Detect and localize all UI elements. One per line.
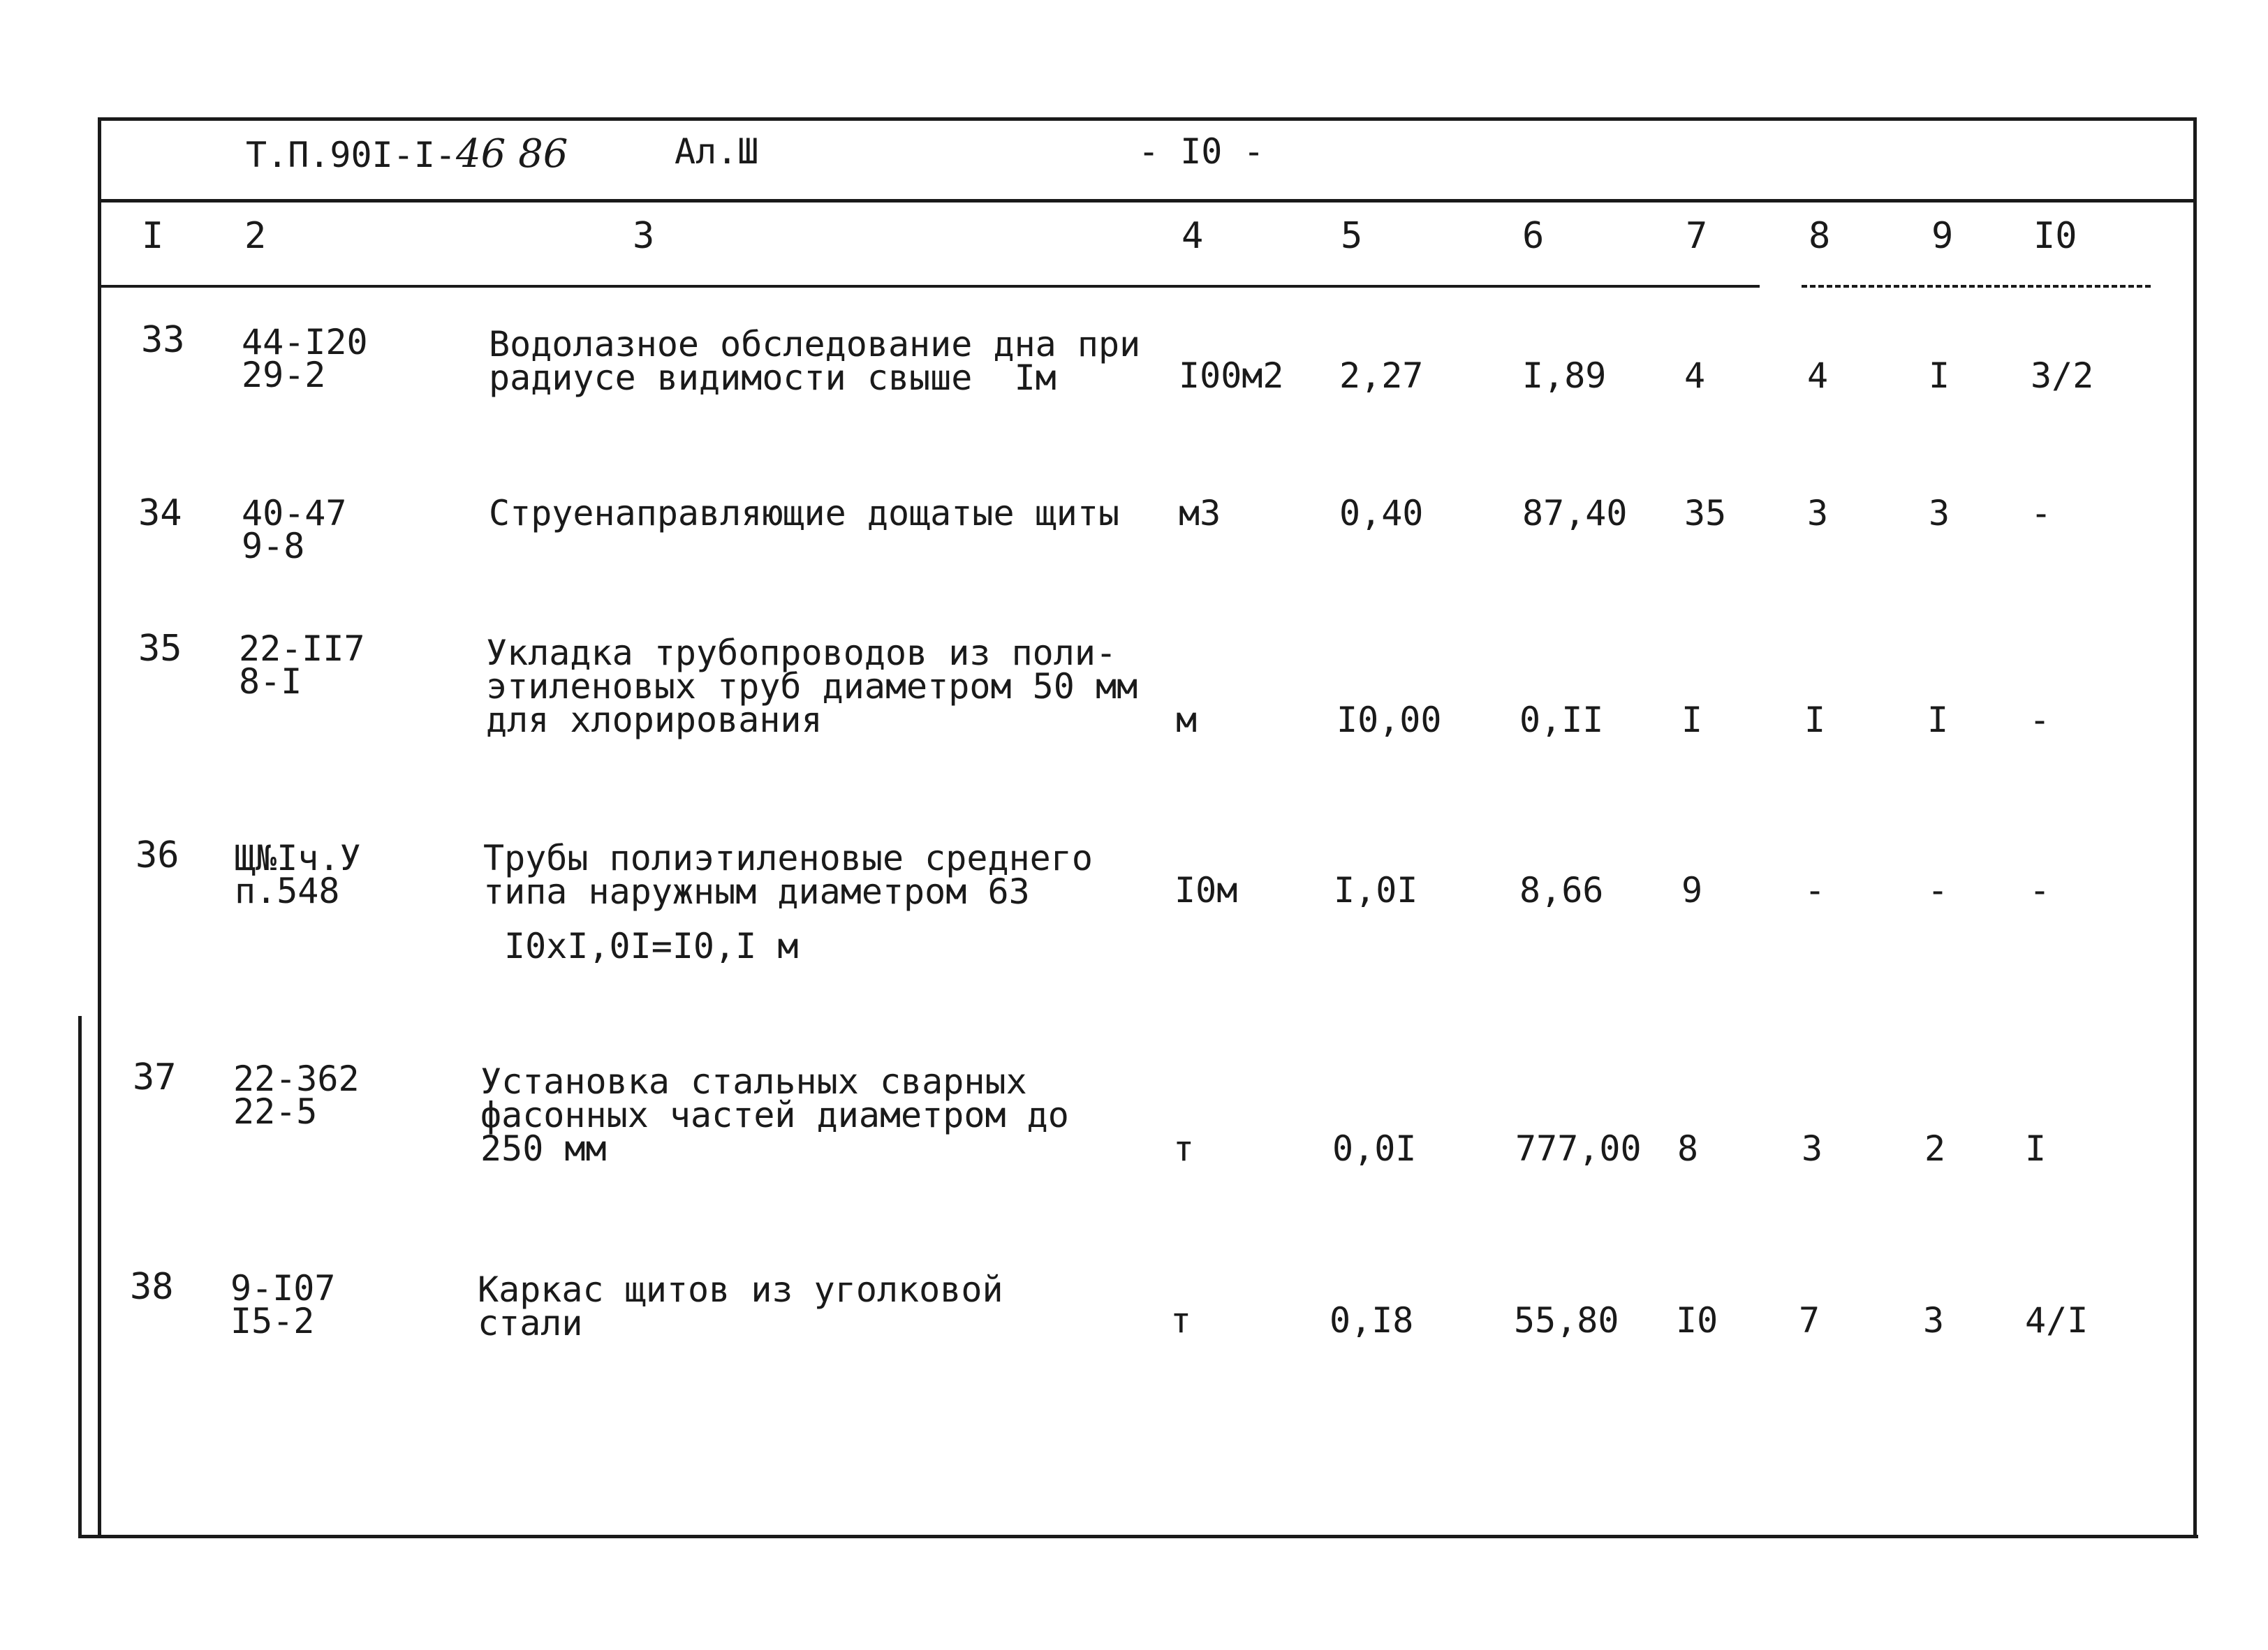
- row-34-col-7: 35: [1684, 493, 1727, 533]
- row-33-col-7: 4: [1684, 355, 1706, 396]
- column-header-divider-tail: [1802, 285, 2151, 288]
- row-35-col-8: I: [1804, 700, 1826, 740]
- row-33-unit: I00м2: [1179, 355, 1284, 396]
- row-34-quantity: 0,40: [1339, 493, 1424, 533]
- row-36-unit: I0м: [1174, 870, 1238, 911]
- row-37-code-1: 22-362: [233, 1059, 360, 1099]
- row-36-code-1: Щ№Iч.У: [235, 838, 361, 878]
- row-34-code-1: 40-47: [242, 493, 347, 533]
- row-33-number: 33: [141, 319, 185, 361]
- album-number: Ал.Ш: [675, 131, 759, 172]
- frame-bottom-edge: [78, 1535, 2198, 1538]
- row-34-unit: м3: [1179, 493, 1221, 533]
- header-divider: [98, 199, 2197, 202]
- document-code-prefix: Т.П.90I-I-: [246, 135, 457, 175]
- row-38-col-7: I0: [1676, 1300, 1718, 1341]
- row-37-price: 777,00: [1515, 1128, 1642, 1169]
- row-36-description-line-1: Трубы полиэтиленовые среднего: [483, 838, 1093, 878]
- row-34-code-2: 9-8: [242, 526, 305, 566]
- column-number-9: 9: [1931, 215, 1954, 257]
- row-33-col-9: I: [1929, 355, 1950, 396]
- row-34-col-9: 3: [1929, 493, 1950, 533]
- column-number-4: 4: [1181, 215, 1204, 257]
- row-36-calculation: I0xI,0I=I0,I м: [504, 926, 799, 966]
- row-33-col-10: 3/2: [2031, 355, 2094, 396]
- row-35-code-2: 8-I: [239, 661, 302, 702]
- column-number-6: 6: [1522, 215, 1545, 257]
- column-number-7: 7: [1686, 215, 1708, 257]
- row-37-code-2: 22-5: [233, 1091, 318, 1132]
- row-35-quantity: I0,00: [1336, 700, 1442, 740]
- row-38-code-1: 9-I07: [230, 1268, 336, 1309]
- column-number-2: 2: [244, 215, 267, 257]
- row-33-quantity: 2,27: [1339, 355, 1424, 396]
- row-35-number: 35: [138, 628, 182, 670]
- row-35-col-10: -: [2029, 700, 2051, 740]
- row-37-description-line-2: фасонных частей диаметром до: [480, 1095, 1069, 1135]
- row-35-col-7: I: [1681, 700, 1703, 740]
- row-36-description-line-2: типа наружным диаметром 63: [483, 871, 1030, 912]
- row-34-number: 34: [138, 492, 182, 534]
- row-35-description-line-3: для хлорирования: [486, 700, 823, 740]
- row-38-col-8: 7: [1799, 1300, 1820, 1341]
- row-38-description-line-2: стали: [478, 1303, 583, 1343]
- row-38-description-line-1: Каркас щитов из уголковой: [478, 1269, 1003, 1310]
- row-37-quantity: 0,0I: [1332, 1128, 1417, 1169]
- row-36-number: 36: [135, 834, 179, 876]
- row-36-quantity: I,0I: [1334, 870, 1418, 911]
- row-34-col-8: 3: [1807, 493, 1829, 533]
- row-38-number: 38: [130, 1266, 174, 1308]
- row-34-description-line-1: Струенаправляющие дощатые щиты: [489, 493, 1120, 533]
- row-37-col-10: I: [2025, 1128, 2047, 1169]
- row-33-col-8: 4: [1807, 355, 1829, 396]
- row-36-col-10: -: [2029, 870, 2051, 911]
- column-number-8: 8: [1809, 215, 1831, 257]
- row-35-unit: м: [1176, 700, 1198, 740]
- column-number-5: 5: [1341, 215, 1363, 257]
- column-header-divider: [98, 285, 1760, 288]
- row-33-code-2: 29-2: [242, 355, 326, 395]
- column-number-3: 3: [633, 215, 655, 257]
- frame-left-edge: [78, 1016, 82, 1538]
- row-34-price: 87,40: [1522, 493, 1628, 533]
- row-34-col-10: -: [2031, 493, 2052, 533]
- row-36-price: 8,66: [1519, 870, 1604, 911]
- document-code-handwritten: 46 86: [456, 131, 568, 177]
- row-37-col-9: 2: [1924, 1128, 1946, 1169]
- page-number: - I0 -: [1138, 131, 1265, 172]
- document-code: [246, 131, 568, 177]
- row-37-col-8: 3: [1802, 1128, 1823, 1169]
- row-37-unit: т: [1173, 1128, 1195, 1169]
- row-33-description-line-2: радиусе видимости свыше Iм: [489, 358, 1056, 398]
- row-37-number: 37: [133, 1056, 177, 1098]
- row-37-col-7: 8: [1677, 1128, 1699, 1169]
- row-36-col-9: -: [1927, 870, 1949, 911]
- row-36-col-8: -: [1804, 870, 1826, 911]
- row-38-code-2: I5-2: [230, 1301, 315, 1341]
- row-37-description-line-3: 250 мм: [480, 1128, 607, 1169]
- row-38-price: 55,80: [1514, 1300, 1619, 1341]
- row-35-code-1: 22-II7: [239, 628, 365, 669]
- row-38-col-9: 3: [1923, 1300, 1945, 1341]
- row-35-price: 0,II: [1519, 700, 1604, 740]
- row-38-quantity: 0,I8: [1330, 1300, 1414, 1341]
- row-33-description-line-1: Водолазное обследование дна при: [489, 324, 1141, 364]
- row-35-description-line-1: Укладка трубопроводов из поли-: [486, 633, 1117, 673]
- row-35-col-9: I: [1927, 700, 1949, 740]
- row-38-col-10: 4/I: [2025, 1300, 2089, 1341]
- column-number-10: I0: [2033, 215, 2077, 257]
- row-35-description-line-2: этиленовых труб диаметром 50 мм: [486, 666, 1138, 707]
- row-37-description-line-1: Установка стальных сварных: [480, 1061, 1027, 1102]
- row-33-code-1: 44-I20: [242, 322, 368, 362]
- row-33-price: I,89: [1522, 355, 1607, 396]
- document-frame: [98, 117, 2197, 1535]
- row-38-unit: т: [1170, 1300, 1192, 1341]
- row-36-col-7: 9: [1681, 870, 1703, 911]
- column-number-1: I: [142, 215, 164, 257]
- row-36-code-2: п.548: [235, 871, 340, 911]
